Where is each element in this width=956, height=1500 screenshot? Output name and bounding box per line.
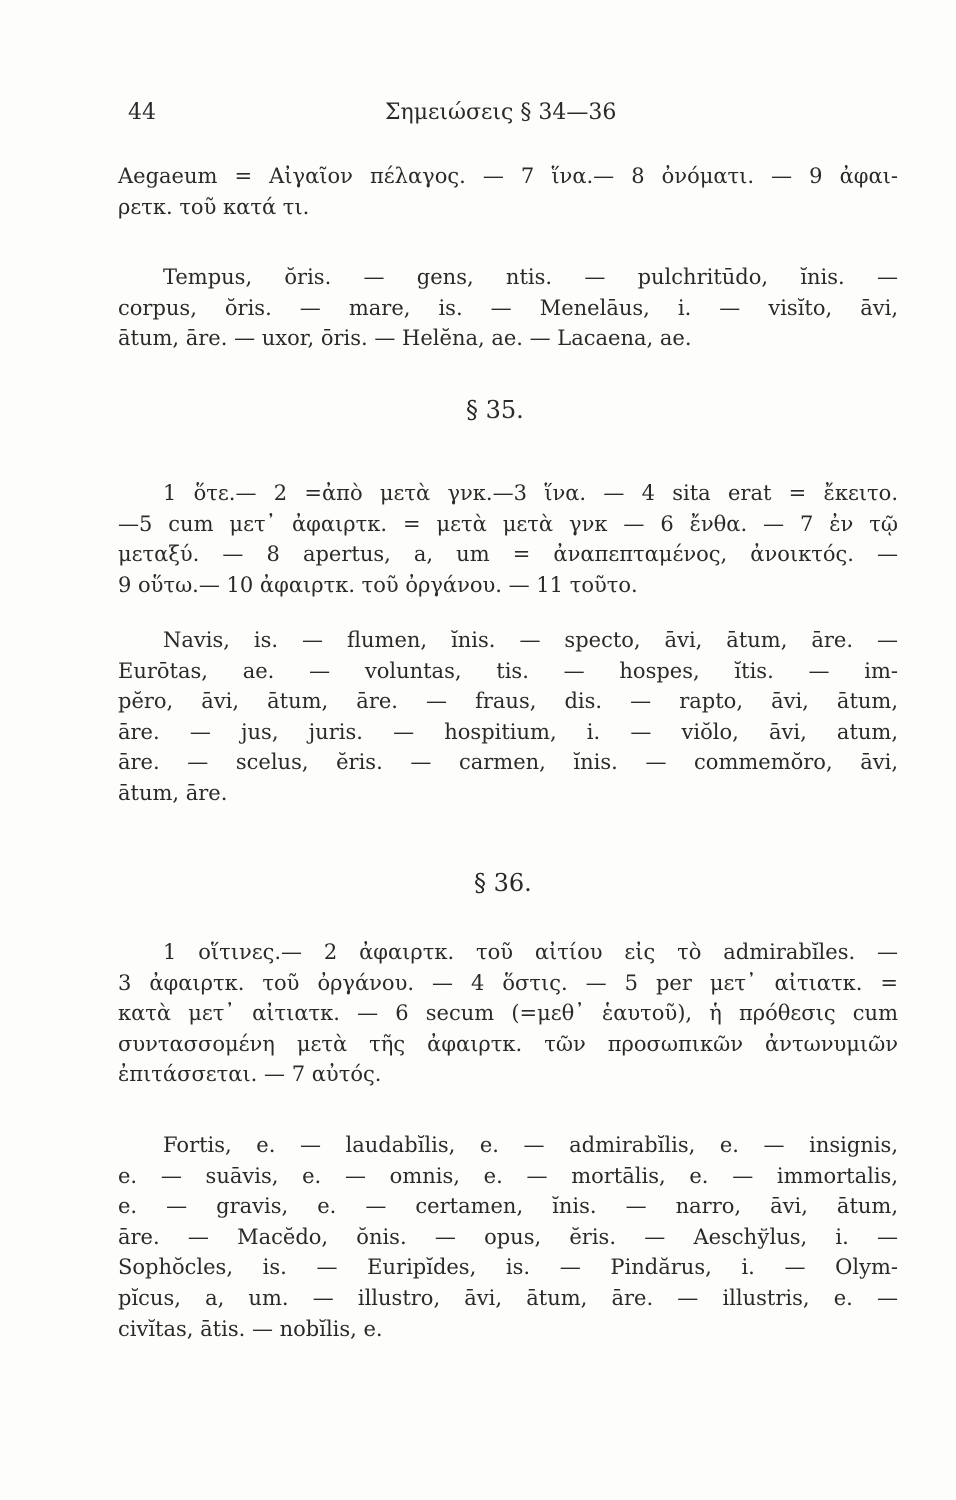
text-line: 1 οἵτινες.— 2 ἀφαιρτκ. τοῦ αἰτίου εἰς τὸ admirabĭles. — (163, 940, 898, 964)
text-line: Navis, is. — flumen, ĭnis. — specto, āvi, ātum, āre. — (163, 628, 898, 652)
page-number: 44 (128, 100, 156, 125)
text-line: Eurōtas, ae. — voluntas, tis. — hospes, ĭtis. — im- (118, 658, 898, 683)
text-line: āre. — scelus, ĕris. — carmen, ĭnis. — commemŏro, āvi, (118, 750, 898, 775)
text-line: μεταξύ. — 8 apertus, a, um = ἀναπεπταμένος, ἀνοικτός. — (118, 542, 898, 567)
text-line: Sophŏcles, is. — Euripĭdes, is. — Pindărus, i. — Olym- (118, 1255, 898, 1280)
vocabulary-34-paragraph (118, 262, 898, 354)
text-line: civĭtas, ātis. — nobĭlis, e. (118, 1316, 383, 1341)
section-heading: § 36. (474, 869, 532, 897)
text-line: āre. — Macĕdo, ŏnis. — opus, ĕris. — Aeschўlus, i. — (118, 1224, 898, 1249)
vocabulary-36-paragraph (118, 1130, 898, 1344)
text-line: συντασσομένη μετὰ τῆς ἀφαιρτκ. τῶν προσωπικῶν ἀντωνυμιῶν (118, 1031, 898, 1056)
text-line: e. — suāvis, e. — omnis, e. — mortālis, e. — immortalis, (118, 1163, 898, 1188)
notes-36-paragraph (118, 937, 898, 1090)
text-line: 9 οὕτω.— 10 ἀφαιρτκ. τοῦ ὀργάνου. — 11 τοῦτο. (118, 572, 638, 597)
text-line: ātum, āre. (118, 780, 228, 805)
text-line: ātum, āre. — uxor, ōris. — Helĕna, ae. — Lacaena, ae. (118, 326, 692, 351)
text-line: ἐπιτάσσεται. — 7 αὐτός. (118, 1062, 382, 1087)
text-line: pĭcus, a, um. — illustro, āvi, ātum, āre. — illustris, e. — (118, 1285, 898, 1310)
notes-35-paragraph (118, 478, 898, 600)
text-line: Tempus, ŏris. — gens, ntis. — pulchritūdo, ĭnis. — (163, 265, 898, 289)
text-line: 1 ὅτε.— 2 =ἀπὸ μετὰ γνκ.—3 ἵνα. — 4 sita erat = ἔκειτο. (163, 481, 898, 505)
running-header (0, 100, 956, 140)
vocabulary-35-paragraph (118, 625, 898, 809)
text-line: e. — gravis, e. — certamen, ĭnis. — narro, āvi, ātum, (118, 1194, 898, 1219)
text-line: ρετκ. τοῦ κατά τι. (118, 194, 310, 219)
notes-34-paragraph (118, 161, 898, 222)
text-line: Aegaeum = Αἰγαῖον πέλαγος. — 7 ἵνα.— 8 ὀνόματι. — 9 ἀφαι- (118, 164, 898, 188)
text-line: pĕro, āvi, ātum, āre. — fraus, dis. — rapto, āvi, ātum, (118, 689, 898, 714)
text-line: —5 cum μετ᾿ ἀφαιρτκ. = μετὰ μετὰ γνκ — 6 ἔνθα. — 7 ἐν τῷ (118, 511, 898, 536)
running-title: Σημειώσεις § 34—36 (385, 100, 617, 125)
text-line: 3 ἀφαιρτκ. τοῦ ὀργάνου. — 4 ὅστις. — 5 per μετ᾿ αἰτιατκ. = (118, 970, 898, 995)
section-heading: § 35. (466, 396, 524, 424)
text-line: āre. — jus, juris. — hospitium, i. — viŏlo, āvi, atum, (118, 719, 898, 744)
text-line: Fortis, e. — laudabĭlis, e. — admirabĭlis, e. — insignis, (163, 1133, 898, 1157)
text-line: κατὰ μετ᾿ αἰτιατκ. — 6 secum (=μεθ᾿ ἑαυτοῦ), ἡ πρόθεσις cum (118, 1001, 898, 1026)
text-line: corpus, ŏris. — mare, is. — Menelāus, i. — visĭto, āvi, (118, 295, 898, 320)
